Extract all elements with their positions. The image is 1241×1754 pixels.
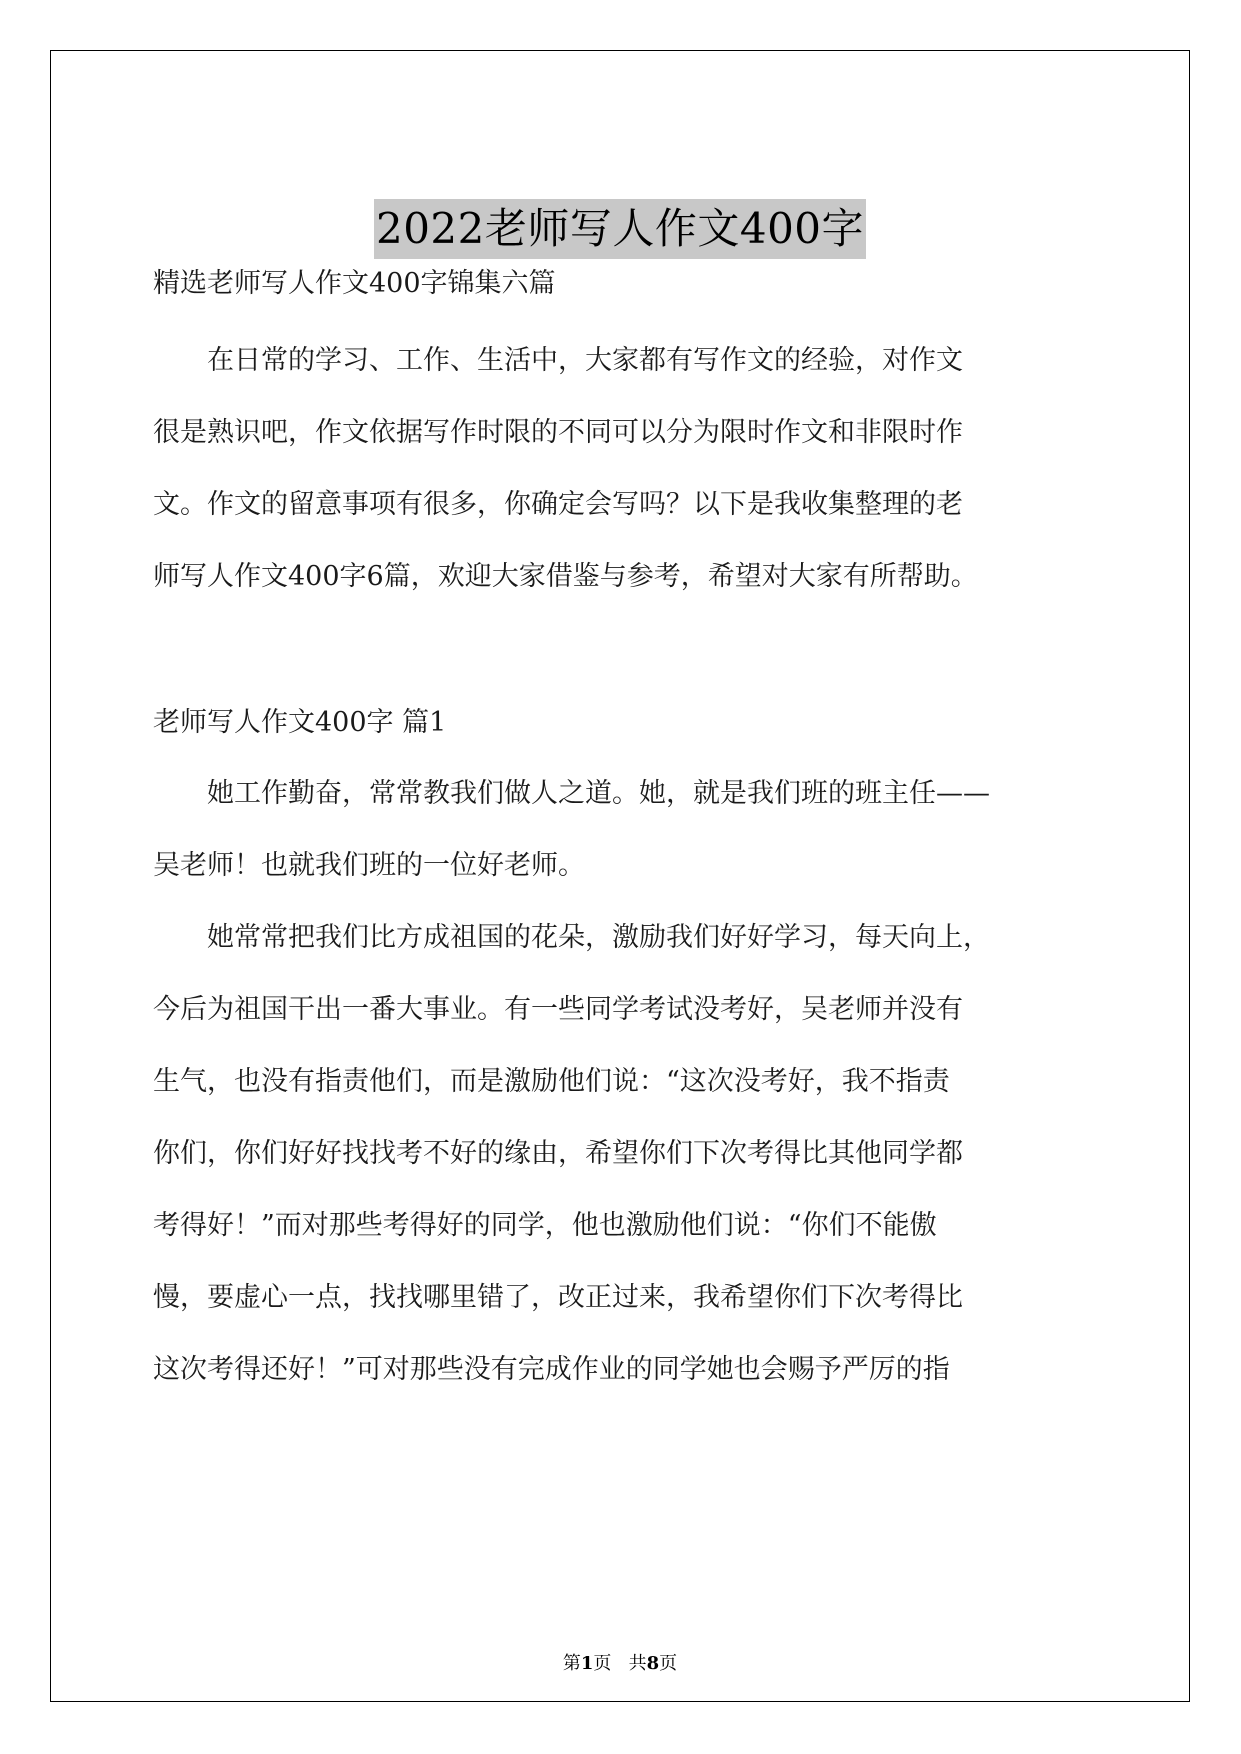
para1-line-2: 吴老师！也就我们班的一位好老师。 [153, 850, 585, 881]
intro-line-2: 很是熟识吧，作文依据写作时限的不同可以分为限时作文和非限时作 [153, 417, 963, 448]
intro-line-1: 在日常的学习、工作、生活中，大家都有写作文的经验，对作文 [207, 345, 963, 376]
footer-page-prefix: 第 [562, 1653, 581, 1674]
intro-line-4: 师写人作文400字6篇，欢迎大家借鉴与参考，希望对大家有所帮助。 [153, 561, 978, 592]
para2-line-2: 今后为祖国干出一番大事业。有一些同学考试没考好，吴老师并没有 [153, 994, 963, 1025]
para2-line-4: 你们，你们好好找找考不好的缘由，希望你们下次考得比其他同学都 [153, 1138, 963, 1169]
para2-line-3: 生气，也没有指责他们，而是激励他们说：“这次没考好，我不指责 [153, 1066, 950, 1097]
para2-line-7: 这次考得还好！”可对那些没有完成作业的同学她也会赐予严厉的指 [153, 1354, 950, 1385]
document-page [50, 50, 1190, 1702]
document-title: 2022老师写人作文400字 [374, 199, 866, 259]
para2-line-6: 慢，要虚心一点，找找哪里错了，改正过来，我希望你们下次考得比 [153, 1282, 963, 1313]
page-footer [51, 1649, 1189, 1675]
intro-line-3: 文。作文的留意事项有很多，你确定会写吗？以下是我收集整理的老 [153, 489, 963, 520]
footer-page-suffix: 页 [659, 1653, 678, 1674]
footer-page-mid: 页 共 [593, 1653, 647, 1674]
title-wrapper [51, 199, 1189, 259]
para2-line-5: 考得好！”而对那些考得好的同学，他也激励他们说：“你们不能傲 [153, 1210, 937, 1241]
section-heading: 老师写人作文400字 篇1 [153, 707, 447, 738]
footer-page-total: 8 [646, 1653, 660, 1674]
document-subtitle: 精选老师写人作文400字锦集六篇 [153, 268, 556, 299]
para2-line-1: 她常常把我们比方成祖国的花朵，激励我们好好学习，每天向上， [207, 922, 990, 953]
footer-page-number: 1 [580, 1653, 594, 1674]
para1-line-1: 她工作勤奋，常常教我们做人之道。她，就是我们班的班主任—— [207, 778, 990, 809]
